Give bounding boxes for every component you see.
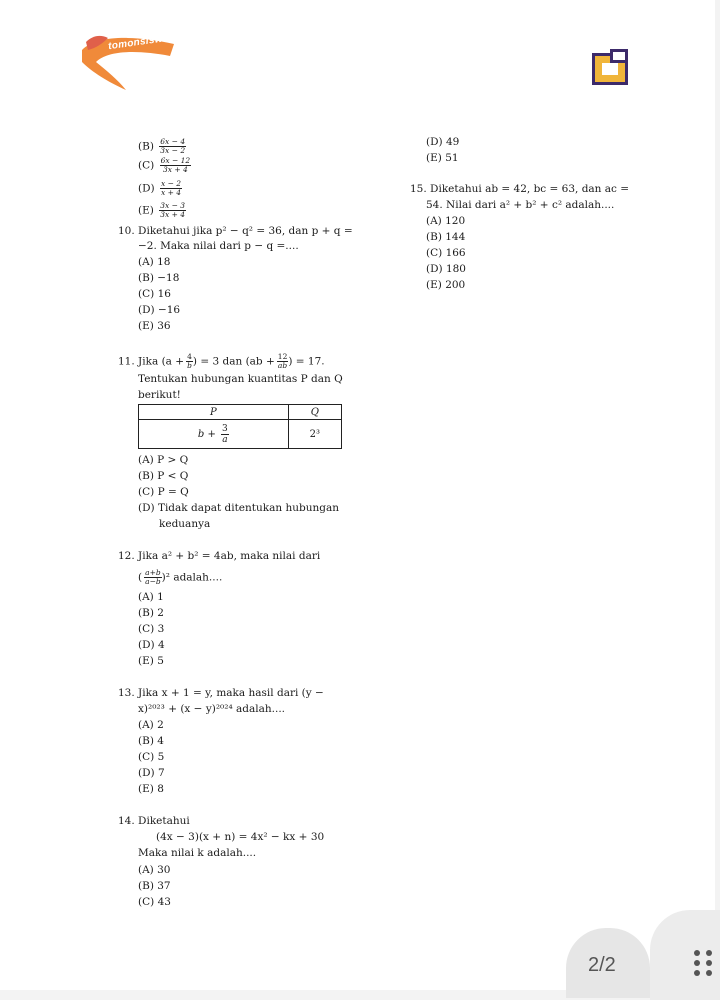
q15-option-d: (D) 180: [426, 263, 466, 275]
q13-line1: 13. Jika x + 1 = y, maka hasil dari (y −: [118, 687, 324, 699]
q11-option-d: (D) Tidak dapat ditentukan hubungan: [138, 502, 340, 514]
q12-option-c: (C) 3: [138, 623, 165, 635]
q10-option-d: (D) −16: [138, 304, 181, 316]
q10-option-c: (C) 16: [138, 288, 171, 300]
q11-option-a: (A) P > Q: [138, 454, 189, 466]
q13-option-c: (C) 5: [138, 751, 165, 763]
q9-option-e: (E) $\frac{3x - 3}{3x + 4}$: [138, 201, 186, 219]
q13-option-d: (D) 7: [138, 767, 165, 779]
q11-line2: Tentukan hubungan kuantitas P dan Q: [138, 373, 343, 385]
q14-option-d: (D) 49: [426, 136, 460, 148]
q12-option-a: (A) 1: [138, 591, 164, 603]
q14-option-b: (B) 37: [138, 880, 171, 892]
q10-line1: 10. Diketahui jika p² − q² = 36, dan p + q =: [118, 225, 353, 237]
q15-line1: 15. Diketahui ab = 42, bc = 63, dan ac =: [410, 183, 630, 195]
q13-option-b: (B) 4: [138, 735, 164, 747]
table-cell-q: 2³: [288, 420, 341, 449]
table-cell-p: b + $\frac{3}{a}$: [139, 420, 289, 449]
q11-option-d-cont: keduanya: [159, 518, 211, 530]
q15-option-a: (A) 120: [426, 215, 466, 227]
q11-line1: 11. Jika (a + $\frac{4}{b}$ ) = 3 dan (ab + $\frac{12}{ab}$ ) = 17.: [118, 352, 325, 370]
q14-option-e: (E) 51: [426, 152, 459, 164]
q14-line1: 14. Diketahui: [118, 815, 190, 827]
q12-line1: 12. Jika a² + b² = 4ab, maka nilai dari: [118, 550, 321, 562]
grip-dot-icon: [694, 970, 700, 976]
q9-option-b: (B) $\frac{6x - 4}{3x - 2}$: [138, 137, 186, 155]
q9-option-c: (C) $\frac{6x - 12}{3x + 4}$: [138, 156, 191, 174]
drag-handle[interactable]: [650, 910, 720, 1000]
q13-option-e: (E) 8: [138, 783, 164, 795]
q15-option-b: (B) 144: [426, 231, 466, 243]
q15-option-e: (E) 200: [426, 279, 466, 291]
q11-option-c: (C) P = Q: [138, 486, 189, 498]
grip-dot-icon: [694, 950, 700, 956]
q10-option-e: (E) 36: [138, 320, 171, 332]
brand-logo-text: tomonsiswo: [107, 32, 170, 53]
q13-line2: x)²⁰²³ + (x − y)²⁰²⁴ adalah....: [138, 703, 285, 715]
q9-option-d: (D) $\frac{x - 2}{x + 4}$: [138, 179, 182, 197]
page-indicator-label: 2/2: [588, 954, 616, 976]
q14-option-a: (A) 30: [138, 864, 171, 876]
quantity-table: [138, 404, 342, 449]
grip-dot-icon: [694, 960, 700, 966]
document-icon: [590, 47, 630, 87]
q10-option-b: (B) −18: [138, 272, 180, 284]
q13-option-a: (A) 2: [138, 719, 164, 731]
q12-option-b: (B) 2: [138, 607, 164, 619]
table-header-p: P: [139, 405, 289, 420]
q12-option-d: (D) 4: [138, 639, 165, 651]
q11-line3: berikut!: [138, 389, 181, 401]
q15-line2: 54. Nilai dari a² + b² + c² adalah....: [426, 199, 615, 211]
q12-line2: ( $\frac{a+b}{a-b}$ )² adalah....: [138, 568, 223, 586]
q15-option-c: (C) 166: [426, 247, 466, 259]
grip-dot-icon: [706, 950, 712, 956]
q14-line3: Maka nilai k adalah....: [138, 847, 257, 859]
q14-equation: (4x − 3)(x + n) = 4x² − kx + 30: [156, 831, 325, 843]
grip-dot-icon: [706, 970, 712, 976]
table-header-q: Q: [288, 405, 341, 420]
q11-option-b: (B) P < Q: [138, 470, 189, 482]
q10-option-a: (A) 18: [138, 256, 171, 268]
q12-option-e: (E) 5: [138, 655, 164, 667]
grip-dot-icon: [706, 960, 712, 966]
q14-option-c: (C) 43: [138, 896, 171, 908]
q10-line2: −2. Maka nilai dari p − q =....: [138, 240, 299, 252]
